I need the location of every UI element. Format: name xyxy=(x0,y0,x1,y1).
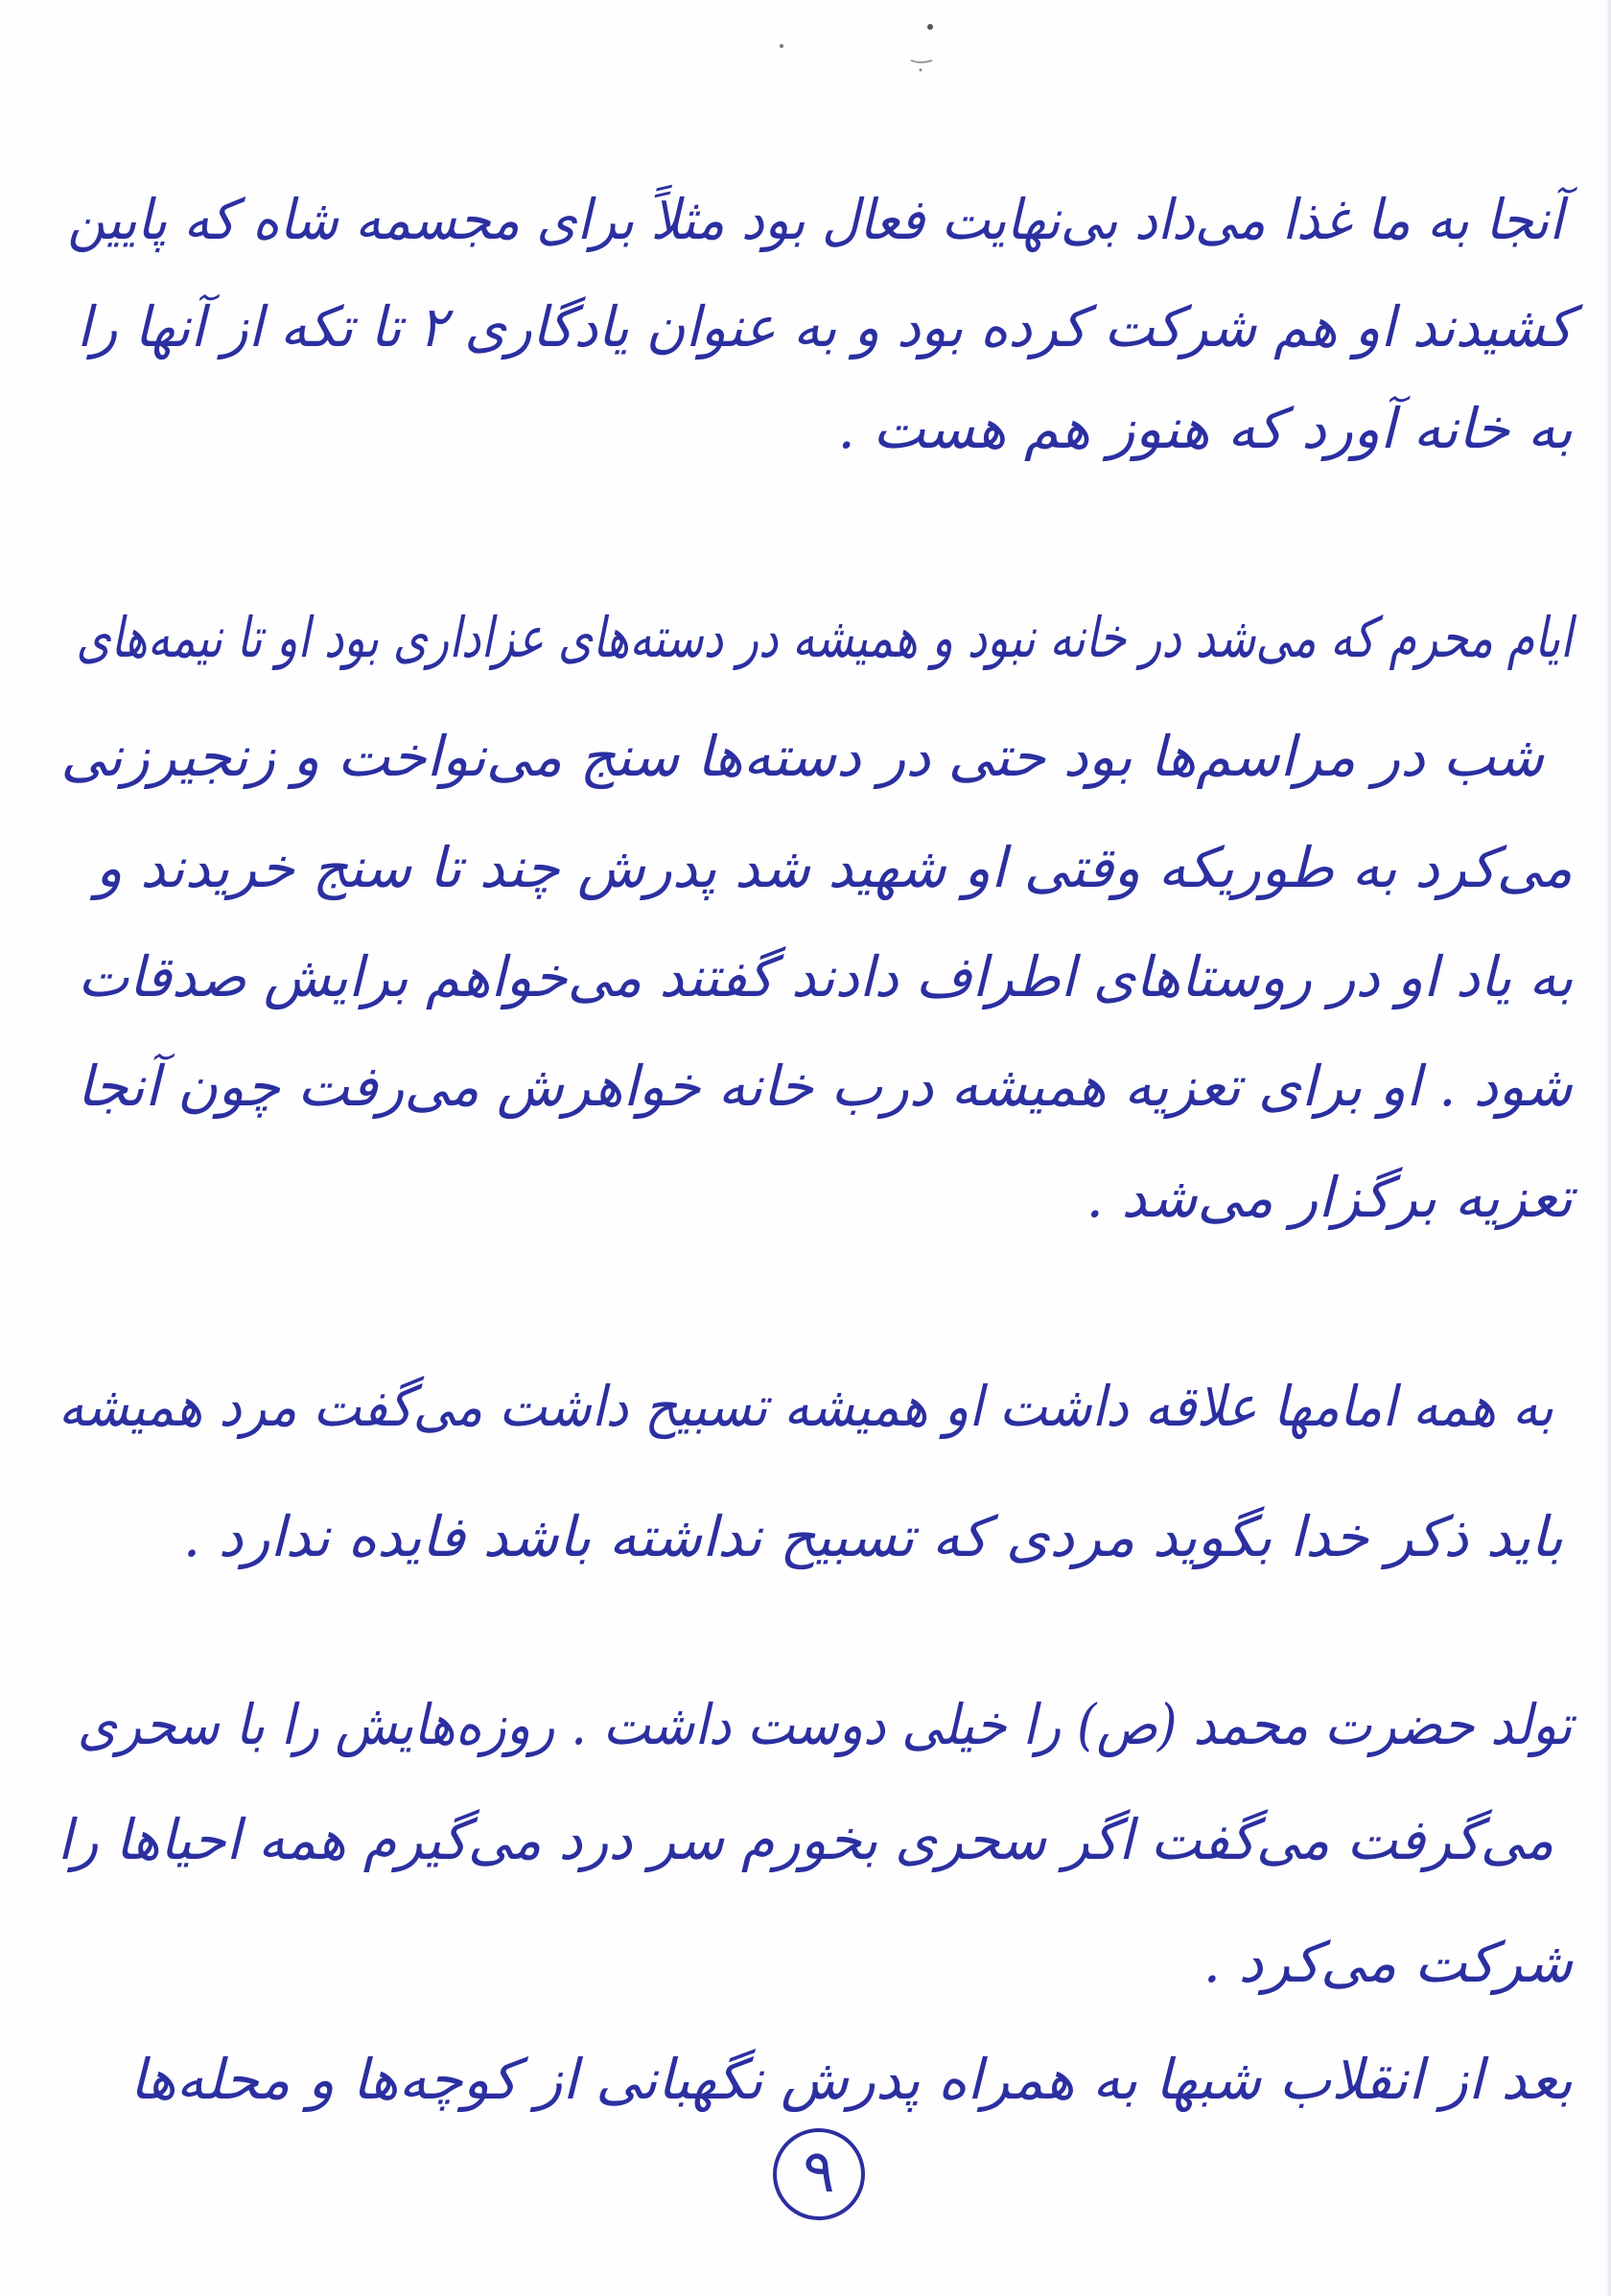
text-line-12: تولد حضرت محمد (ص) را خیلی دوست داشت . روزه‌هایش را با سحری xyxy=(78,1692,1573,1757)
text-line-10: به همه امامها علاقه داشت او همیشه تسبیح داشت می‌گفت مرد همیشه xyxy=(58,1374,1553,1439)
page-number-badge xyxy=(773,2128,865,2220)
text-line-1: آنجا به ما غذا می‌داد بی‌نهایت فعال بود مثلاً برای مجسمه شاه که پایین xyxy=(67,187,1563,252)
text-line-8: شود . او برای تعزیه همیشه درب خانه خواهرش می‌رفت چون آنجا xyxy=(77,1054,1573,1119)
text-line-9: تعزیه برگزار می‌شد . xyxy=(1086,1165,1573,1230)
paper-specks xyxy=(767,17,959,84)
text-line-7: به یاد او در روستاهای اطراف دادند گفتند می‌خواهم برایش صدقات xyxy=(77,944,1573,1009)
text-line-11: باید ذکر خدا بگوید مردی که تسبیح نداشته باشد فایده ندارد . xyxy=(182,1504,1563,1569)
text-line-2: کشیدند او هم شرکت کرده بود و به عنوان یادگاری ۲ تا تکه از آنها را xyxy=(76,294,1573,359)
text-line-6: می‌کرد به طوریکه وقتی او شهید شد پدرش چند تا سنج خریدند و xyxy=(95,835,1573,900)
text-line-13: می‌گرفت می‌گفت اگر سحری بخورم سر درد می‌گیرم همه احیاها را xyxy=(57,1807,1553,1872)
text-line-5: شب در مراسم‌ها بود حتی در دسته‌ها سنج می‌نواخت و زنجیرزنی xyxy=(60,724,1544,789)
text-line-14: شرکت می‌کرد . xyxy=(1202,1930,1573,1995)
text-line-4: ایام محرم که می‌شد در خانه نبود و همیشه در دسته‌های عزاداری بود او تا نیمه‌های xyxy=(76,605,1573,670)
page-number: ۹ xyxy=(803,2136,835,2206)
text-line-15: بعد از انقلاب شبها به همراه پدرش نگهبانی از کوچه‌ها و محله‌ها xyxy=(129,2047,1573,2112)
text-line-3: به خانه آورد که هنوز هم هست . xyxy=(837,396,1573,461)
page-edge-shadow xyxy=(1605,0,1611,2296)
